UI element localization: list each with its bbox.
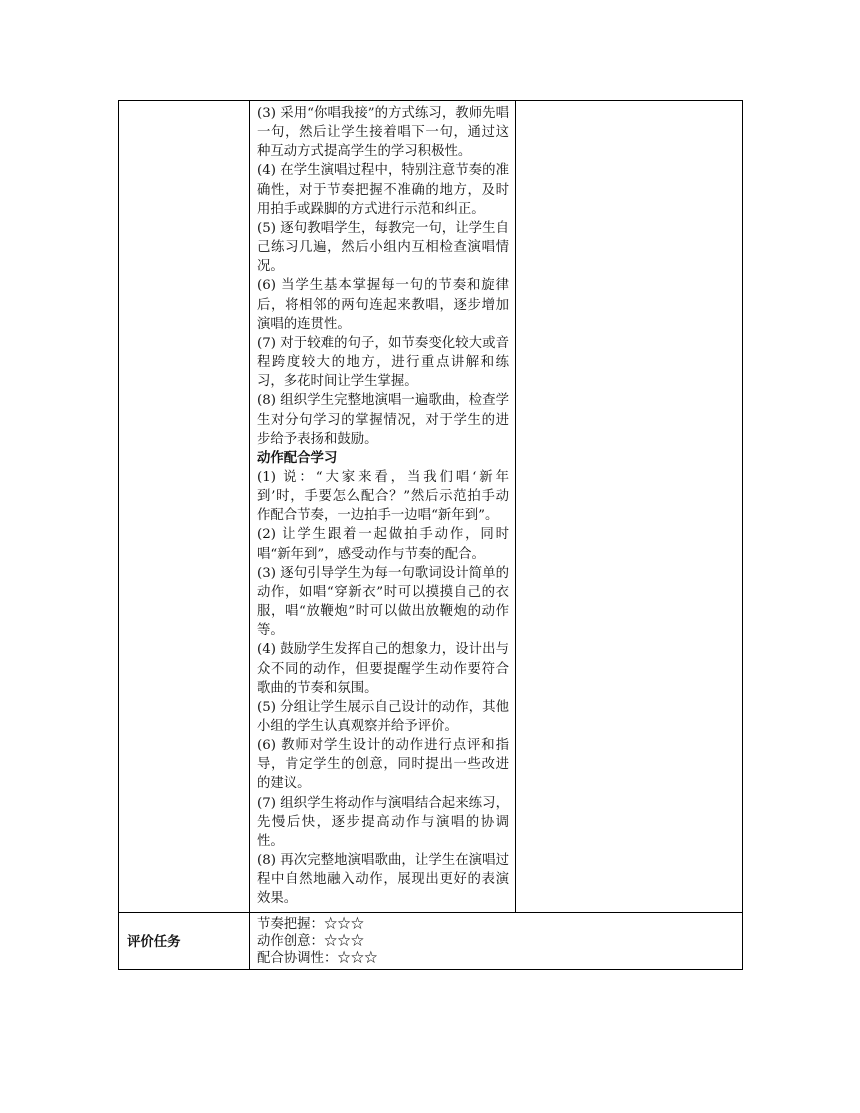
step-paragraph: (8) 组织学生完整地演唱一遍歌曲，检查学生对分句学习的掌握情况，对于学生的进步给予表扬和鼓励。 bbox=[257, 393, 509, 447]
empty-label-cell bbox=[119, 101, 250, 913]
step-paragraph: (3) 逐句引导学生为每一句歌词设计简单的动作，如唱“穿新衣”时可以摸摸自己的衣服，唱“放鞭炮”时可以做出放鞭炮的动作等。 bbox=[257, 565, 509, 639]
step-paragraph: (4) 鼓励学生发挥自己的想象力，设计出与众不同的动作，但要提醒学生动作要符合歌曲的节奏和氛围。 bbox=[257, 642, 509, 696]
evaluation-label-cell bbox=[119, 912, 250, 969]
step-paragraph: (6) 当学生基本掌握每一句的节奏和旋律后，将相邻的两句连起来教唱，逐步增加演唱的连贯性。 bbox=[257, 278, 509, 332]
step-paragraph: (7) 对于较难的句子，如节奏变化较大或音程跨度较大的地方，进行重点讲解和练习，多花时间让学生掌握。 bbox=[257, 335, 509, 390]
step-paragraph: (5) 分组让学生展示自己设计的动作，其他小组的学生认真观察并给予评价。 bbox=[257, 699, 509, 734]
step-paragraph: (3) 采用“你唱我接”的方式练习，教师先唱一句，然后让学生接着唱下一句，通过这种互动方式提高学生的学习积极性。 bbox=[257, 106, 509, 160]
step-paragraph: (2) 让学生跟着一起做拍手动作，同时唱“新年到”，感受动作与节奏的配合。 bbox=[257, 527, 509, 562]
evaluation-content-cell bbox=[250, 912, 743, 969]
notes-cell bbox=[516, 101, 743, 913]
step-paragraph: (5) 逐句教唱学生，每教完一句，让学生自己练习几遍，然后小组内互相检查演唱情况。 bbox=[257, 220, 509, 275]
table-row bbox=[119, 101, 743, 913]
section-heading: 动作配合学习 bbox=[257, 450, 338, 466]
evaluation-item-coordination: 配合协调性：☆☆☆ bbox=[257, 950, 378, 966]
step-paragraph: (4) 在学生演唱过程中，特别注意节奏的准确性，对于节奏把握不准确的地方，及时用拍手或跺脚的方式进行示范和纠正。 bbox=[257, 163, 509, 217]
teaching-process-cell bbox=[250, 101, 516, 913]
teaching-steps bbox=[250, 101, 515, 912]
evaluation-list bbox=[250, 913, 742, 969]
evaluation-item-creativity: 动作创意：☆☆☆ bbox=[257, 933, 365, 949]
step-paragraph: (6) 教师对学生设计的动作进行点评和指导，肯定学生的创意，同时提出一些改进的建议。 bbox=[257, 738, 509, 792]
step-paragraph: (1) 说：“大家来看，当我们唱‘新年到’时，手要怎么配合？”然后示范拍手动作配合节奏，一边拍手一边唱“新年到”。 bbox=[257, 469, 509, 524]
step-paragraph: (8) 再次完整地演唱歌曲，让学生在演唱过程中自然地融入动作，展现出更好的表演效果。 bbox=[257, 853, 509, 907]
evaluation-item-rhythm: 节奏把握：☆☆☆ bbox=[257, 916, 365, 932]
evaluation-label: 评价任务 bbox=[127, 935, 181, 951]
step-paragraph: (7) 组织学生将动作与演唱结合起来练习，先慢后快，逐步提高动作与演唱的协调性。 bbox=[257, 795, 509, 849]
lesson-plan-table bbox=[118, 100, 743, 970]
table-row bbox=[119, 912, 743, 969]
